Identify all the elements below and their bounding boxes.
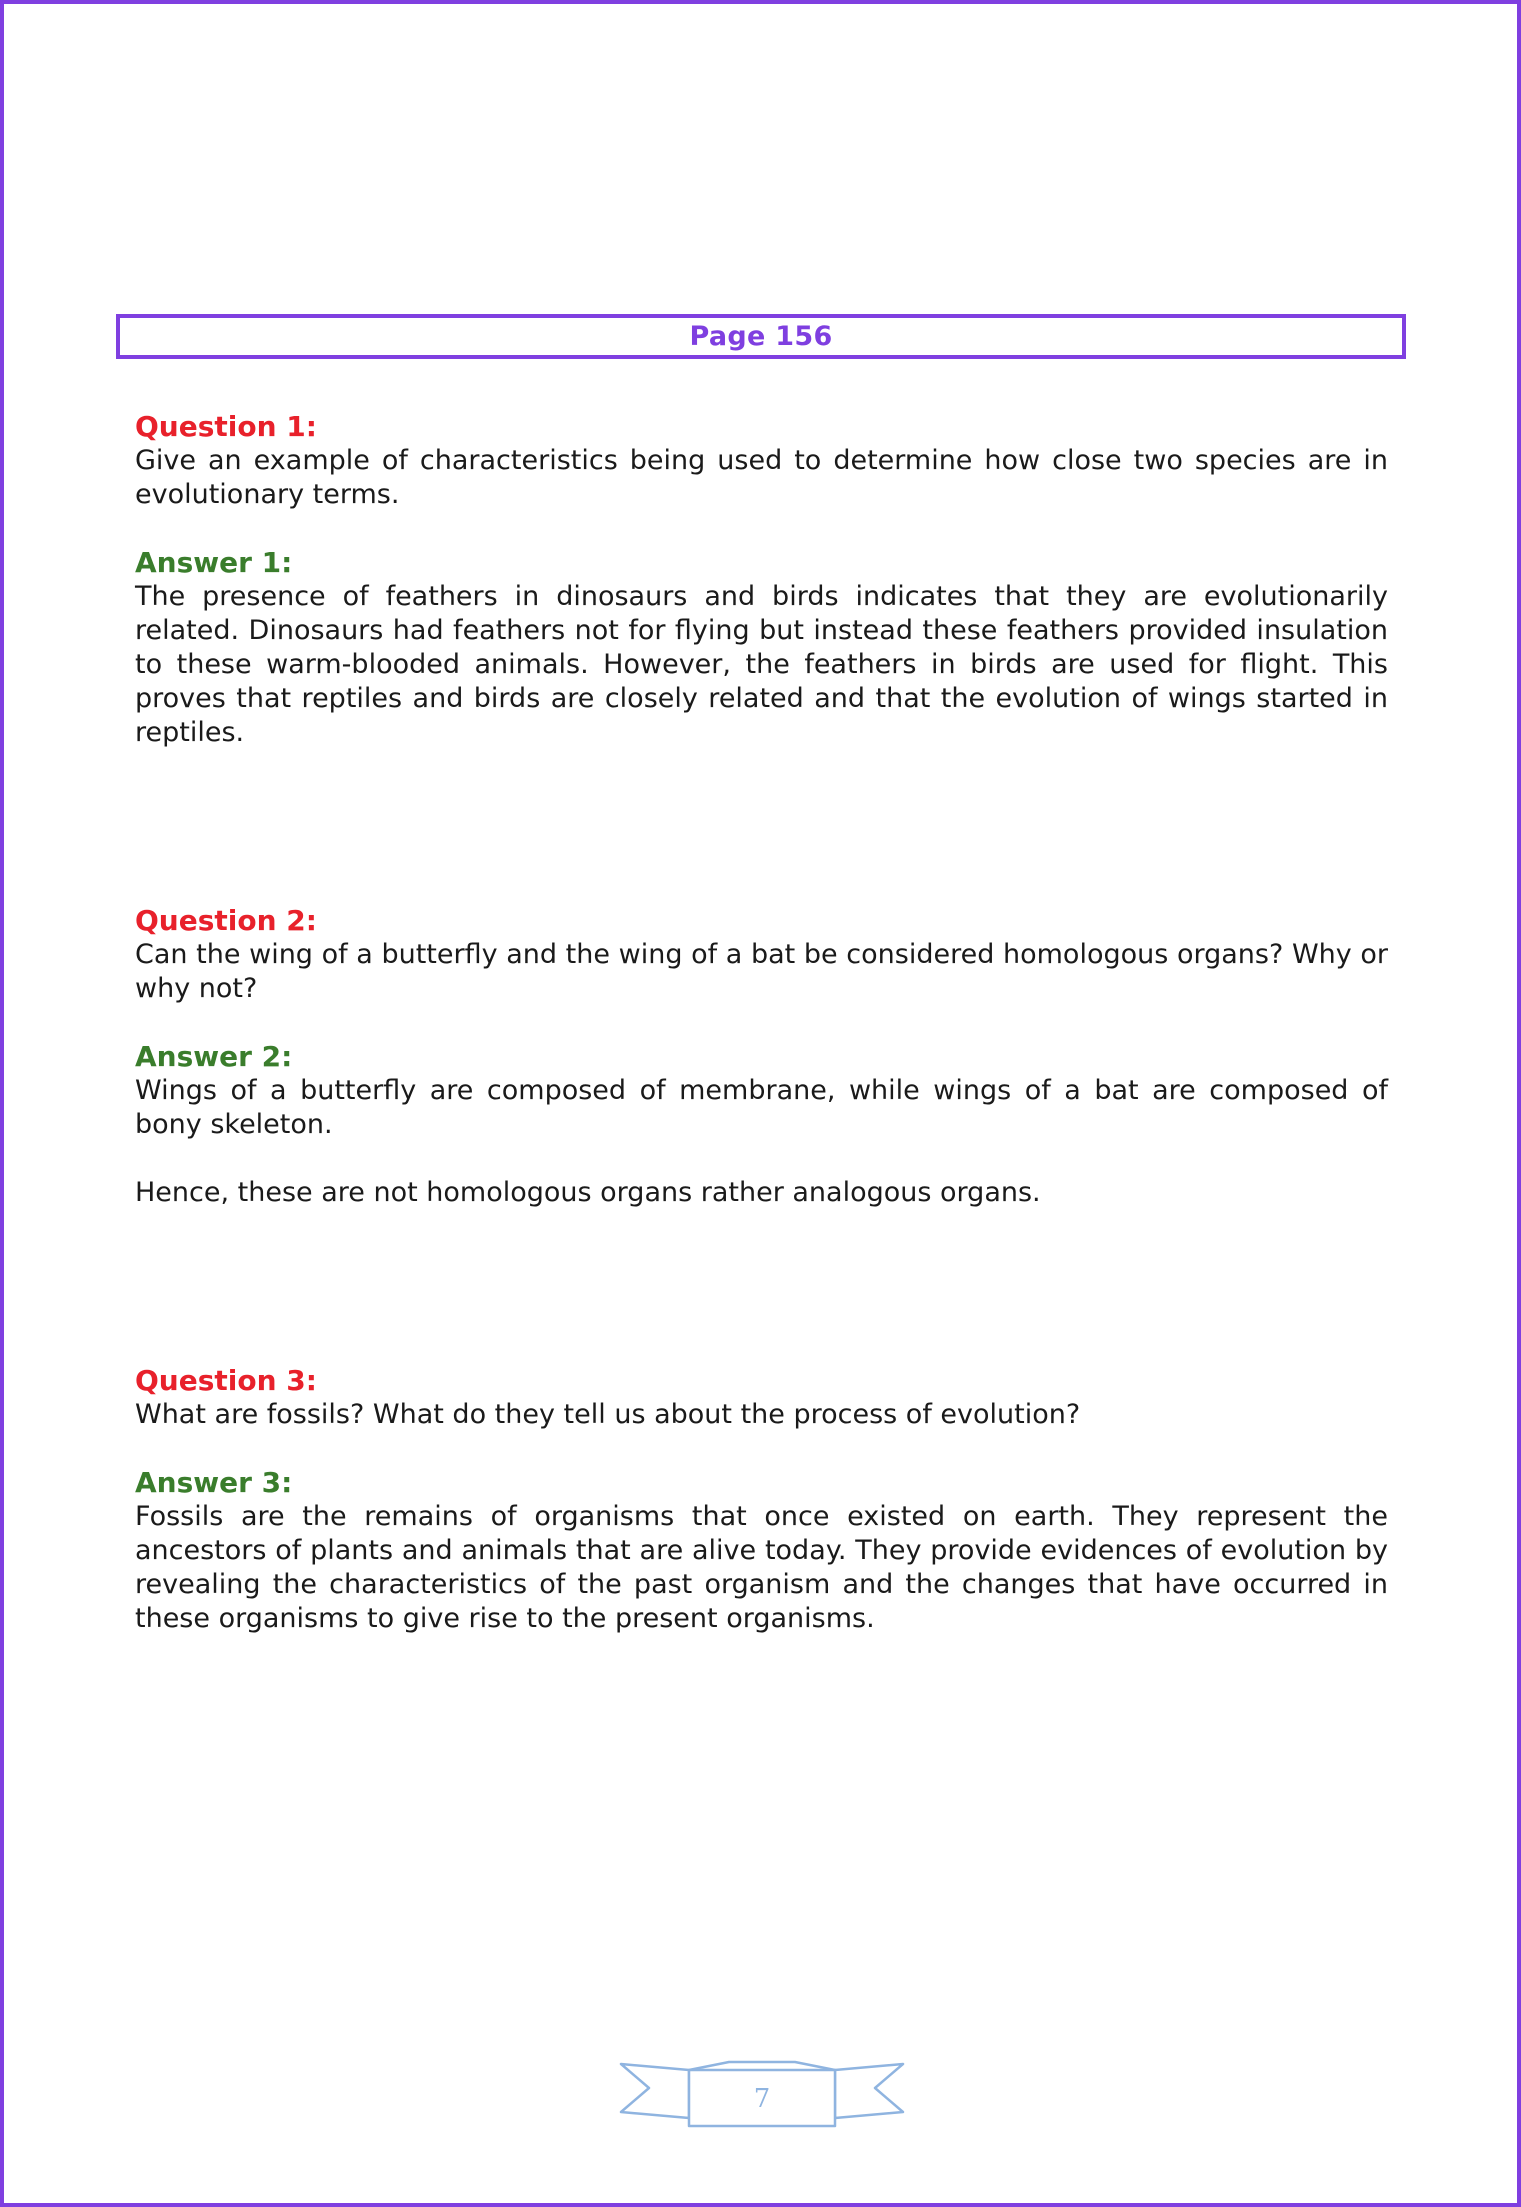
answer-text: Wings of a butterfly are composed of membrane, while wings of a bat are composed of bony skeleton. (135, 1075, 1388, 1140)
question-text: What are fossils? What do they tell us about the process of evolution? (135, 1399, 1081, 1430)
answer-text: Hence, these are not homologous organs rather analogous organs. (135, 1177, 1041, 1208)
qa-content (135, 410, 1388, 1636)
answer-label: Answer 2: (135, 1040, 293, 1073)
page-number-ribbon (619, 2056, 905, 2138)
question-text: Give an example of characteristics being used to determine how close two species are in evolutionary terms. (135, 445, 1388, 510)
question-text: Can the wing of a butterfly and the wing of a bat be considered homologous organs? Why or why not? (135, 939, 1388, 1004)
question-label: Question 1: (135, 410, 317, 443)
answer-label: Answer 1: (135, 546, 293, 579)
page-number: 7 (753, 2084, 771, 2114)
page-header (116, 314, 1406, 359)
answer-text: The presence of feathers in dinosaurs and birds indicates that they are evolutionarily related. Dinosaurs had feathers not for flying but instead these feathers provided insulation to these warm-blooded animals. However, the feathers in birds are used for flight. This proves that reptiles and birds are closely related and that the evolution of wings started in reptiles. (135, 581, 1388, 748)
question-label: Question 3: (135, 1364, 317, 1397)
page-title: Page 156 (689, 321, 833, 352)
qa-item-3 (135, 1364, 1388, 1636)
question-label: Question 2: (135, 904, 317, 937)
qa-item-1 (135, 410, 1388, 750)
answer-label: Answer 3: (135, 1466, 293, 1499)
qa-item-2 (135, 904, 1388, 1210)
answer-text: Fossils are the remains of organisms that once existed on earth. They represent the ancestors of plants and animals that are alive today. They provide evidences of evolution by revealing the characteristics of the past organism and the changes that have occurred in these organisms to give rise to the present organisms. (135, 1501, 1388, 1634)
